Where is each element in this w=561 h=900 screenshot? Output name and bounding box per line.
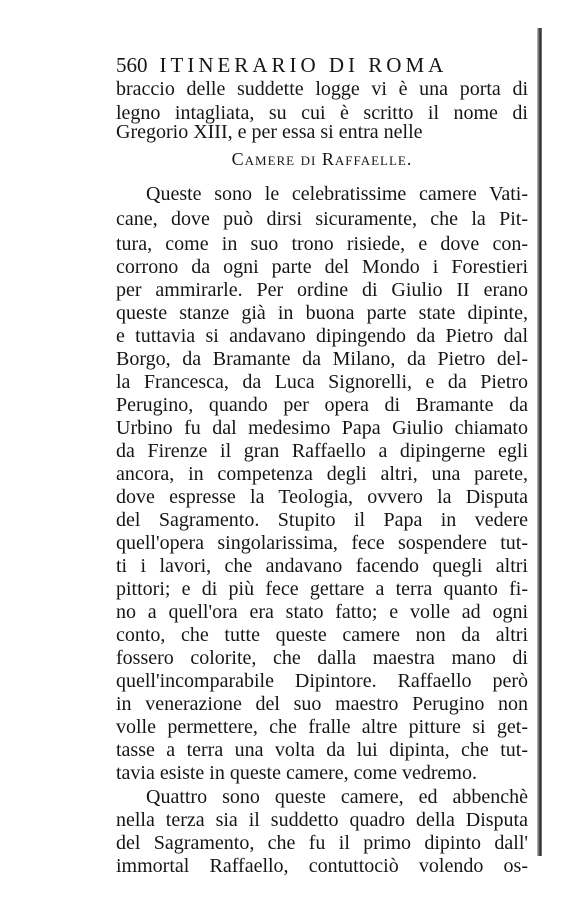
text-line: immortal Raffaello, contuttociò volendo os-	[116, 855, 528, 877]
text-line: dove espresse la Teologia, ovvero la Disputa	[116, 486, 528, 508]
section-heading: Camere di Raffaelle.	[231, 149, 413, 169]
text-line: Gregorio XIII, e per essa si entra nelle	[116, 121, 423, 143]
text-line: ti i lavori, che andavano facendo quegli altri	[116, 555, 528, 577]
text-line: tura, come in suo trono risiede, e dove con-	[116, 233, 528, 255]
text-line: corrono da ogni parte del Mondo i Forestieri	[116, 256, 528, 278]
text-line: legno intagliata, su cui è scritto il nome di	[116, 102, 528, 124]
page-gutter-shadow	[537, 28, 542, 856]
text-line: pittori; e di più fece gettare a terra quanto fi-	[116, 578, 528, 600]
paragraph-first-line: Quattro sono queste camere, ed abbenchè	[146, 786, 528, 808]
text-line: cane, dove può dirsi sicuramente, che la Pit-	[116, 208, 528, 230]
text-line: conto, che tutte queste camere non da altri	[116, 624, 528, 646]
text-line: e tuttavia si andavano dipingendo da Pietro dal	[116, 325, 528, 347]
running-title: ITINERARIO DI ROMA	[159, 53, 448, 77]
paragraph-first-line: Queste sono le celebratissime camere Vati-	[146, 183, 528, 205]
text-line: Urbino fu dal medesimo Papa Giulio chiamato	[116, 417, 528, 439]
text-line: quell'incomparabile Dipintore. Raffaello però	[116, 670, 528, 692]
text-line: tasse a terra una volta da lui dipinta, che tut-	[116, 739, 528, 761]
text-line: in venerazione del suo maestro Perugino non	[116, 693, 528, 715]
text-line: nella terza sia il suddetto quadro della Disputa	[116, 809, 528, 831]
text-line: volle permettere, che fralle altre pitture si get-	[116, 716, 528, 738]
text-line: la Francesca, da Luca Signorelli, e da Pietro	[116, 371, 528, 393]
text-line: tavia esiste in queste camere, come vedremo.	[116, 762, 477, 784]
text-line: quell'opera singolarissima, fece sospendere tut-	[116, 532, 528, 554]
running-head	[116, 50, 526, 80]
text-line: no a quell'ora era stato fatto; e volle ad ogni	[116, 601, 528, 623]
text-line: braccio delle suddette logge vi è una porta di	[116, 78, 528, 100]
text-line: ancora, in competenza degli altri, una parete,	[116, 463, 528, 485]
text-line: Borgo, da Bramante da Milano, da Pietro del-	[116, 348, 528, 370]
text-line: del Sagramento, che fu il primo dipinto dall'	[116, 832, 528, 854]
text-line: fossero colorite, che dalla maestra mano di	[116, 647, 528, 669]
text-line: del Sagramento. Stupito il Papa in vedere	[116, 509, 528, 531]
text-line: per ammirarle. Per ordine di Giulio II erano	[116, 279, 528, 301]
text-line: da Firenze il gran Raffaello a dipingerne egli	[116, 440, 528, 462]
text-line: queste stanze già in buona parte state dipinte,	[116, 302, 528, 324]
page-number: 560	[116, 53, 148, 77]
text-line: Perugino, quando per opera di Bramante da	[116, 394, 528, 416]
